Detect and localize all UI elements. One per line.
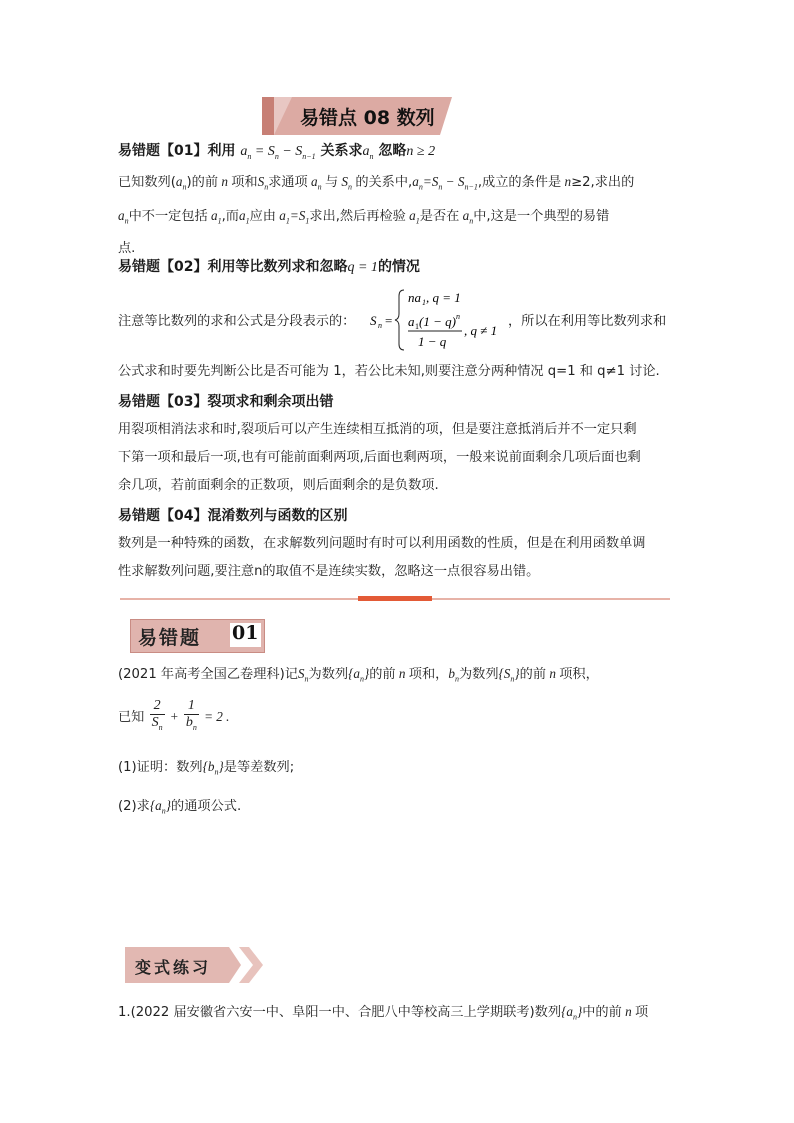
- problem-tag: [130, 619, 265, 653]
- section-04-text: 数列是一种特殊的函数，在求解数列问题时有时可以利用函数的性质，但是在利用函数单调 性求解数列问题,要注意n的取值不是连续实数，忽略这一点很容易出错。: [118, 536, 646, 579]
- section-02-text: 公式求和时要先判断公比是否可能为 1，若公比未知,则要注意分两种情况 q=1 和 q≠1 讨论.: [118, 364, 660, 379]
- title-banner: [262, 97, 452, 135]
- problem-line-2: 已知 $\frac{2}{S_n}$ + $\frac{1}{b_n}$ = 2 .: [118, 698, 230, 732]
- problem-part-1: (1)证明：数列$\{b_n\}$是等差数列;: [118, 759, 295, 777]
- section-heading-01: 易错题【01】利用 $a_n = S_n - S_{n-1}$ 关系求$a_n$ 忽略n ≥ 2: [118, 143, 436, 161]
- svg-text:n: n: [378, 321, 382, 330]
- practice-tag: [125, 947, 270, 983]
- svg-text:(1 − q): (1 − q): [419, 314, 456, 329]
- svg-text:, q ≠ 1: , q ≠ 1: [464, 323, 498, 338]
- svg-text:n: n: [456, 312, 460, 321]
- svg-text:a: a: [408, 314, 415, 329]
- svg-text:, q = 1: , q = 1: [426, 290, 461, 305]
- svg-text:1 − q: 1 − q: [418, 334, 447, 349]
- geometric-sum-formula: 注意等比数列的求和公式是分段表示的： S n = na 1 , q = 1 a 1 (1 − q) n 1 − q , q ≠ 1 ，所以在利用等比数列求和: [118, 290, 667, 349]
- practice-label: 变式练习: [135, 958, 212, 977]
- section-heading-02: 易错题【02】利用等比数列求和忽略q = 1的情况: [118, 259, 420, 275]
- problem-line-1: (2021 年高考全国乙卷理科)记$S_n$为数列$\{a_n\}$的前 n 项和，$b_n$为数列$\{S_n\}$的前 n 项积，: [118, 666, 599, 684]
- problem-tag-label: 易错题: [138, 627, 202, 649]
- problem-part-2: (2)求$\{a_n\}$的通项公式.: [118, 798, 242, 816]
- section-heading-04: 易错题【04】混淆数列与函数的区别: [118, 508, 348, 524]
- section-03-text: 用裂项相消法求和时,裂项后可以产生连续相互抵消的项，但是要注意抵消后并不一定只剩 下第一项和最后一项,也有可能前面剩两项,后面也剩两项，一般来说前面剩余几项后面也剩 余几项，若前面剩余的正数项，则后面剩余的是负数项.: [118, 422, 641, 493]
- svg-text:1: 1: [415, 322, 419, 331]
- page-title: 易错点 08 数列: [300, 107, 435, 129]
- svg-text:1: 1: [422, 298, 426, 307]
- svg-text:=: =: [385, 313, 393, 328]
- problem-tag-number: 01: [232, 622, 259, 644]
- section-heading-03: 易错题【03】裂项求和剩余项出错: [118, 394, 334, 410]
- divider-accent: [358, 596, 432, 601]
- svg-text:S: S: [370, 313, 377, 328]
- svg-text:na: na: [408, 290, 421, 305]
- exercise-line-1: 1.(2022 届安徽省六安一中、阜阳一中、合肥八中等校高三上学期联考)数列$\{a_n\}$中的前 n 项: [118, 1004, 649, 1022]
- section-01-text: 已知数列$(a_n)$的前 n 项和$S_n$求通项 $a_n$ 与 $S_n$ 的关系中$,a_n=S_n - S_{n-1}$,成立的条件是 n≥2,求出的 $a_n$中不一定包括 $a_1$,而$a_1$应由 $a_1=S_1$求出,然后再检验 $a_1$是否在 $a_n$中,这是一个典型的易错 点.: [118, 174, 635, 257]
